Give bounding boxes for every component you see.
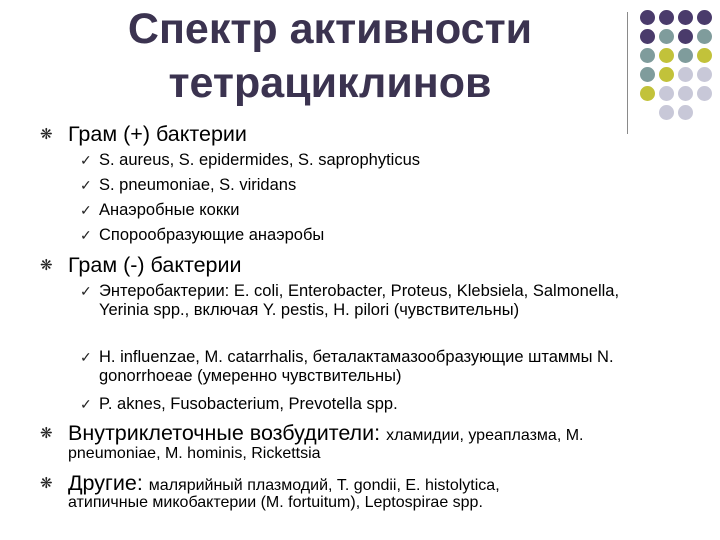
title-line-1: Спектр активности <box>127 5 533 53</box>
snowflake-bullet-icon: ❋ <box>40 425 53 442</box>
checkmark-icon: ✓ <box>80 227 92 243</box>
checkmark-icon: ✓ <box>80 152 92 168</box>
decorative-dot <box>659 67 674 82</box>
decorative-dot <box>678 86 693 101</box>
slide-title <box>60 2 600 110</box>
decorative-dot <box>678 29 693 44</box>
checkmark-icon: ✓ <box>80 202 92 218</box>
section-text-continuation: атипичные микобактерии (M. fortuitum), Leptospirae spp. <box>68 494 483 511</box>
decorative-dot <box>678 67 693 82</box>
decorative-dot <box>697 10 712 25</box>
snowflake-bullet-icon: ❋ <box>40 126 53 143</box>
decorative-dot <box>659 29 674 44</box>
checkmark-icon: ✓ <box>80 283 92 299</box>
decorative-dot <box>678 48 693 63</box>
section-text: хламидии, уреаплазма, M. <box>386 427 584 444</box>
decorative-dot <box>697 29 712 44</box>
checkmark-icon: ✓ <box>80 177 92 193</box>
title-line-2: тетрациклинов <box>168 59 492 107</box>
section-heading: Другие: <box>68 471 143 495</box>
decorative-dot <box>659 105 674 120</box>
decorative-dot <box>697 67 712 82</box>
snowflake-bullet-icon: ❋ <box>40 475 53 492</box>
decorative-dot <box>659 10 674 25</box>
decorative-dot <box>640 86 655 101</box>
decorative-dot <box>640 67 655 82</box>
section-heading: Внутриклеточные возбудители: <box>68 421 381 445</box>
decorative-dot <box>659 86 674 101</box>
section-heading: Грам (-) бактерии <box>68 253 242 277</box>
checkmark-icon: ✓ <box>80 396 92 412</box>
section-heading: Грам (+) бактерии <box>68 122 247 146</box>
decorative-divider <box>627 12 628 134</box>
decorative-dot <box>659 48 674 63</box>
checkmark-icon: ✓ <box>80 349 92 365</box>
decorative-dot <box>697 86 712 101</box>
section-text-continuation: pneumoniae, M. hominis, Rickettsia <box>68 445 321 462</box>
decorative-dot <box>678 105 693 120</box>
decorative-dot <box>640 10 655 25</box>
decorative-dot <box>640 29 655 44</box>
decorative-dot <box>640 48 655 63</box>
decorative-dot <box>678 10 693 25</box>
snowflake-bullet-icon: ❋ <box>40 257 53 274</box>
decorative-dot <box>697 48 712 63</box>
section-text: малярийный плазмодий, T. gondii, E. histolytica, <box>148 477 500 494</box>
